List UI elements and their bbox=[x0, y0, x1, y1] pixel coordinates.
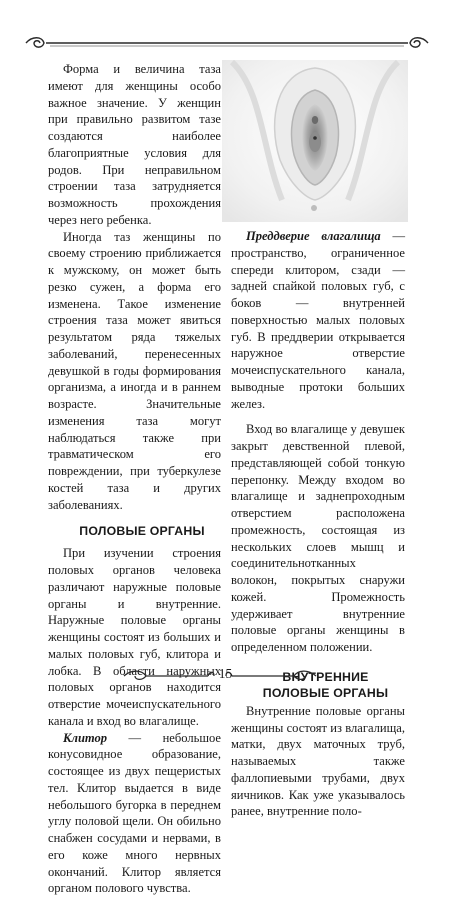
paragraph-pelvis-shape: Форма и величина таза имеют для женщины особо важное значение. У женщин при правильно развитом тазе создаются наиболее благоприятные условия для родов. При неправильном строении таза затрудняется возможность прохождения через него ребенка. bbox=[48, 61, 221, 229]
anatomy-illustration bbox=[222, 60, 408, 222]
paragraph-clitoris-text: — небольшое конусовидное образование, состоящее из двух пещеристых тел. Клитор выдается в виде небольшого бугорка в переднем углу половой щели. Он обильно снабжен сосудами и нервами, в его коже много нервных окончаний. Клитор является органом полового чувства. bbox=[48, 731, 221, 896]
paragraph-vestibule bbox=[231, 228, 405, 412]
right-text-column bbox=[231, 228, 405, 820]
paragraph-hymen-perineum: Вход во влагалище у девушек закрыт девственной плевой, представляющей собой тонкую перепонку. Между входом во влагалище и заднепроходным отверстием расположена промежность, состоящая из нескольких слоев мышц и соединительнотканных волокон, покрытых снаружи кожей. Промежность удерживает внутренние половые органы женщины в определенном положении. bbox=[231, 421, 405, 656]
heading-internal-organs-line1: ВНУТРЕННИЕ bbox=[231, 669, 405, 685]
top-ornament-rule bbox=[22, 35, 432, 51]
paragraph-pelvis-variation: Иногда таз женщины по своему строению приближается к мужскому, он может быть резко сужен, а форма его изменена. Такое изменение строения таза может явиться результатом ряда тяжелых заболеваний, перенесенных девушкой в годы формирования организма, а иногда и в раннем возрасте. Значительные изменения таза могут наблюдаться также при травматическом его повреждении, при туберкулезе костей таза и других заболеваниях. bbox=[48, 229, 221, 514]
left-text-column bbox=[48, 61, 221, 897]
paragraph-vestibule-text: — пространство, ограниченное спереди клитором, сзади — задней спайкой половых губ, с боков — внутренней поверхностью малых половых губ. В преддверии открывается наружное отверстие мочеиспускательного канала, выводные протоки больших желез. bbox=[231, 229, 405, 411]
page-number: 15 bbox=[0, 664, 451, 684]
paragraph-external-organs: При изучении строения половых органов человека различают наружные половые органы и внутренние. Наружные половые органы женщины состоят из больших и малых половых губ, клитора и лобка. В области наружных половых органов находится отверстие мочеиспускательного канала и вход во влагалище. bbox=[48, 545, 221, 729]
term-vestibule: Преддверие влагалища bbox=[246, 229, 381, 243]
term-clitoris: Клитор bbox=[63, 731, 107, 745]
paragraph-internal-organs: Внутренние половые органы женщины состоят из влагалища, матки, двух маточных труб, называемых также фаллопиевыми трубами, двух яичников. Как уже указывалось ранее, внутренние поло- bbox=[231, 703, 405, 820]
paragraph-clitoris bbox=[48, 730, 221, 897]
heading-internal-organs-line2: ПОЛОВЫЕ ОРГАНЫ bbox=[231, 685, 405, 701]
heading-genital-organs: ПОЛОВЫЕ ОРГАНЫ bbox=[48, 523, 221, 539]
